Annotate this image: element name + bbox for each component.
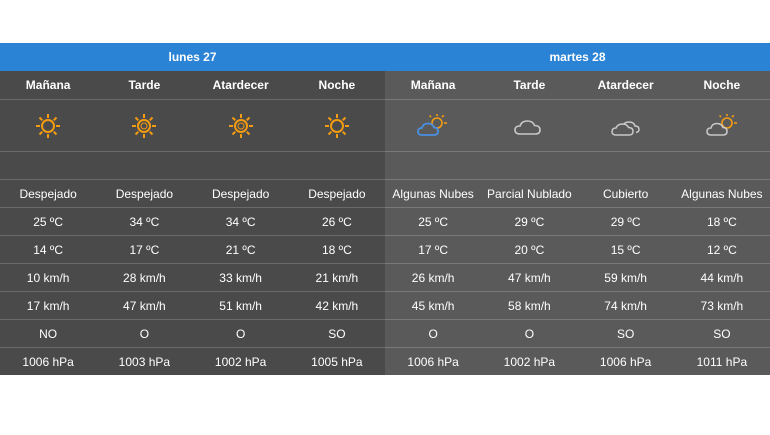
day-title: martes 28 — [549, 50, 606, 64]
temp-max-cell: 34 ºC — [225, 214, 256, 229]
gust-cell: 47 km/h — [123, 298, 166, 313]
pressure-row — [0, 347, 385, 375]
condition-row — [385, 179, 770, 207]
temp-max-cell: 25 ºC — [418, 214, 448, 229]
gust-cell: 73 km/h — [700, 298, 744, 313]
temp-min-cell: 12 ºC — [707, 242, 737, 257]
pressure-cell: 1006 hPa — [407, 354, 459, 369]
spacer-row — [0, 151, 385, 179]
pressure-cell: 1006 hPa — [599, 354, 652, 369]
temp-min-row — [385, 235, 770, 263]
icon-row — [385, 99, 770, 151]
gust-cell: 45 km/h — [411, 298, 455, 313]
temp-max-cell: 18 ºC — [707, 214, 737, 229]
direction-cell: NO — [39, 326, 58, 341]
wind-row — [385, 263, 770, 291]
day-column — [385, 43, 770, 375]
direction-cell: O — [235, 326, 246, 341]
sun-icon — [0, 100, 96, 151]
pressure-cell: 1005 hPa — [311, 354, 363, 369]
pressure-cell: 1011 hPa — [696, 354, 748, 369]
sun-icon — [289, 100, 385, 151]
sun-behind-cloud-icon — [385, 100, 481, 151]
gust-row — [0, 291, 385, 319]
wind-cell: 59 km/h — [604, 270, 647, 285]
day-body — [0, 71, 385, 375]
gust-cell: 17 km/h — [26, 298, 70, 313]
day-column — [0, 43, 385, 375]
gust-cell: 74 km/h — [604, 298, 647, 313]
temp-min-cell: 15 ºC — [610, 242, 641, 257]
period-name: Mañana — [25, 78, 71, 92]
period-name: Mañana — [410, 78, 456, 92]
condition-cell: Despejado — [19, 186, 77, 201]
direction-cell: SO — [713, 326, 731, 341]
direction-cell: O — [524, 326, 535, 341]
temp-min-cell: 17 ºC — [129, 242, 160, 257]
weather-forecast-table — [0, 43, 770, 375]
wind-cell: 47 km/h — [508, 270, 551, 285]
period-name: Tarde — [128, 78, 161, 92]
wind-cell: 10 km/h — [26, 270, 70, 285]
cloud-icon — [481, 100, 577, 151]
wind-cell: 26 km/h — [411, 270, 455, 285]
day-header — [385, 43, 770, 71]
temp-min-cell: 14 ºC — [33, 242, 63, 257]
temp-min-row — [0, 235, 385, 263]
gust-cell: 42 km/h — [315, 298, 359, 313]
gust-row — [385, 291, 770, 319]
direction-row — [385, 319, 770, 347]
direction-cell: SO — [328, 326, 346, 341]
wind-cell: 21 km/h — [315, 270, 359, 285]
direction-row — [0, 319, 385, 347]
period-row — [385, 71, 770, 99]
period-name: Noche — [318, 78, 356, 92]
wind-cell: 44 km/h — [700, 270, 744, 285]
period-name: Atardecer — [212, 78, 269, 92]
condition-cell: Despejado — [211, 186, 270, 201]
condition-cell: Parcial Nublado — [487, 186, 572, 201]
sun-icon — [96, 100, 192, 151]
direction-cell: O — [139, 326, 150, 341]
temp-max-row — [385, 207, 770, 235]
period-name: Tarde — [513, 78, 546, 92]
gust-cell: 51 km/h — [219, 298, 262, 313]
wind-row — [0, 263, 385, 291]
clouds-icon — [578, 100, 674, 151]
pressure-cell: 1002 hPa — [503, 354, 556, 369]
condition-cell: Despejado — [308, 186, 366, 201]
temp-max-cell: 29 ºC — [610, 214, 641, 229]
direction-cell: O — [428, 326, 438, 341]
day-body — [385, 71, 770, 375]
condition-cell: Despejado — [115, 186, 174, 201]
direction-cell: SO — [616, 326, 635, 341]
spacer-row — [385, 151, 770, 179]
temp-max-cell: 25 ºC — [33, 214, 63, 229]
wind-cell: 33 km/h — [219, 270, 262, 285]
pressure-cell: 1002 hPa — [214, 354, 267, 369]
temp-min-cell: 21 ºC — [225, 242, 256, 257]
sun-icon — [193, 100, 289, 151]
pressure-cell: 1006 hPa — [22, 354, 74, 369]
temp-max-cell: 26 ºC — [322, 214, 352, 229]
temp-min-cell: 18 ºC — [322, 242, 352, 257]
period-name: Noche — [703, 78, 741, 92]
temp-max-row — [0, 207, 385, 235]
period-name: Atardecer — [597, 78, 654, 92]
condition-row — [0, 179, 385, 207]
gust-cell: 58 km/h — [508, 298, 551, 313]
pressure-row — [385, 347, 770, 375]
condition-cell: Algunas Nubes — [392, 186, 474, 201]
wind-cell: 28 km/h — [123, 270, 166, 285]
temp-max-cell: 34 ºC — [129, 214, 160, 229]
condition-cell: Algunas Nubes — [681, 186, 763, 201]
condition-cell: Cubierto — [602, 186, 649, 201]
temp-min-cell: 17 ºC — [418, 242, 448, 257]
temp-min-cell: 20 ºC — [514, 242, 545, 257]
cloud-sun-icon — [674, 100, 770, 151]
pressure-cell: 1003 hPa — [118, 354, 171, 369]
period-row — [0, 71, 385, 99]
temp-max-cell: 29 ºC — [514, 214, 545, 229]
icon-row — [0, 99, 385, 151]
day-title: lunes 27 — [168, 50, 217, 64]
day-header — [0, 43, 385, 71]
